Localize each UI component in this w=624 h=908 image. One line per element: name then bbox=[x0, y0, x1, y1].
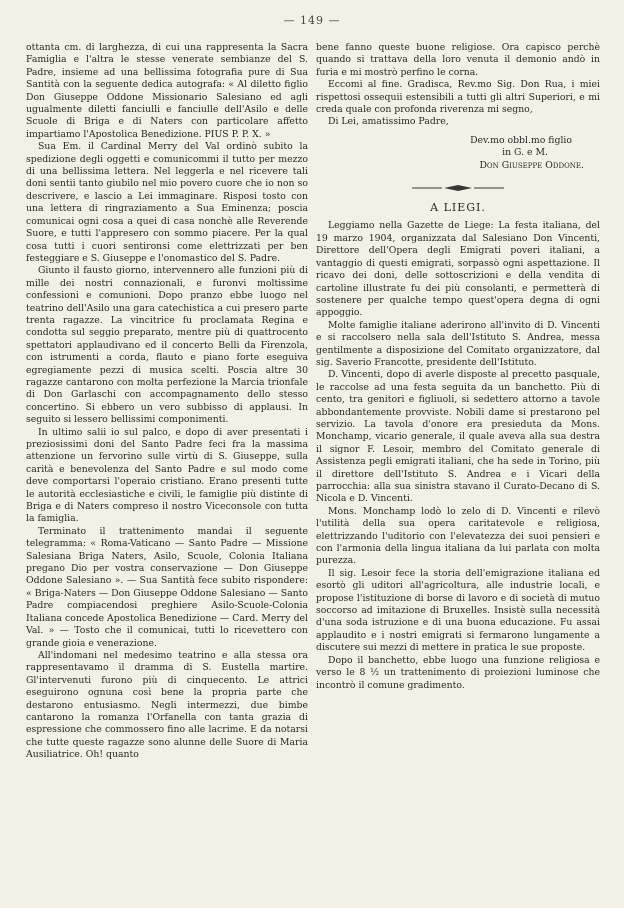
paragraph: Giunto il fausto giorno, intervennero alle funzioni più di mille dei nostri connazionali, e furonvi moltissime confessioni e comunioni. Dopo pranzo ebbe luogo nel teatrino dell'Asilo una gara catechistica a cui presero parte trenta ragazze. La vincitrice fu proclamata Regina e condotta sul seggio preparato, mentre più di quattrocento spettatori applaudivano ed il concerto Belli da Firenzola, con istrumenti a corda, flauto e piano forte eseguiva egregiamente pezzi di musica scelti. Poscia altre 30 ragazze cantarono con molta perfezione la Marcia trionfale di Don Garlaschi con accompagnamento dello stesso concertino. Si ebbero un vero subbisso di applausi. In seguito si lessero bellissimi componimenti. bbox=[26, 265, 308, 426]
paragraph: Sua Em. il Cardinal Merry del Val ordinò subito la spedizione degli oggetti e comunicommi il tutto per mezzo di una bellissima lettera. Nel leggerla e nel ricevere tali doni sentii tanto giubilo nel mio povero cuore che io non so descrivere, e lascio a Lei immaginare. Risposi tosto con una lettera di ringraziamento a Sua Eminenza; poscia comunicai ogni cosa a quei di casa nonchè alle Reverende Suore, e tutti l'appresero con sommo piacere. Per la qual cosa tutti i cuori sentironsi come elettrizzati per ben festeggiare e S. Giuseppe e l'onomastico del S. Padre. bbox=[26, 141, 308, 264]
paragraph: ottanta cm. di larghezza, di cui una rappresenta la Sacra Famiglia e l'altra le stesse venerate sembianze del S. Padre, insieme ad una bellissima fotografia pure di Sua Santità con la seguente dedica autografa: « Al diletto figlio Don Giuseppe Oddone Missionario Salesiano ed agli ugualmente diletti fanciulli e fanciulle dell'Asilo e delle Scuole di Briga e di Naters con particolare affetto impartiamo l'Apostolica Benedizione. PIUS P. P. X. » bbox=[26, 42, 308, 140]
ornament-divider bbox=[412, 184, 504, 192]
paragraph: All'indomani nel medesimo teatrino e alla stessa ora rappresentavamo il dramma di S. Eustella martire. Gl'intervenuti furono più di cinquecento. Le attrici eseguirono ognuna così bene la propria parte che destarono entusiasmo. Negli intermezzi, due bimbe cantarono la romanza l'Orfanella con tanta grazia di espressione che commossero fino alle lacrime. E da notarsi che tutte queste ragazze sono alunne delle Suore di Maria Ausiliatrice. Oh! quanto bbox=[26, 649, 308, 761]
paragraph: Di Lei, amatissimo Padre, bbox=[328, 116, 449, 128]
paragraph: Eccomi al fine. Gradisca, Rev.mo Sig. Don Rua, i miei rispettosi ossequii estensibili a tutti gli altri Superiori, e mi creda quale con profonda riverenza mi segno, bbox=[316, 79, 600, 116]
paragraph: Leggiamo nella Gazette de Liege: La festa italiana, del 19 marzo 1904, organizzata dal Salesiano Don Vincenti, Direttore dell'Opera degli Emigrati poveri italiani, a vantaggio di questi emigrati, sorpassò ogni aspettazione. Il ricavo dei doni, delle sottoscrizioni e della vendita di cartoline illustrate fu dei più consolanti, e permetterà di sostenere per qualche tempo quest'opera degna di ogni appoggio. bbox=[316, 220, 600, 319]
paragraph: In ultimo salii io sul palco, e dopo di aver presentati i preziosissimi doni del Santo Padre feci fra la massima attenzione un fervorino sulle virtù di S. Giuseppe, sulla carità e benevolenza del Santo Padre e sul modo come deve comportarsi l'operaio cristiano. Erano presenti tutte le autorità ecclesiastiche e civili, le famiglie più distinte di Briga e di Naters compreso il nostro Viceconsole con tutta la famiglia. bbox=[26, 426, 308, 525]
paragraph: bene fanno queste buone religiose. Ora capisco perchè quando si trattava della loro venuta il demonio andò in furia e mi mostrò perfino le corna. bbox=[316, 42, 600, 78]
page-number: — 149 — bbox=[283, 14, 341, 27]
signature-line: Dev.mo obbl.mo figlio bbox=[470, 134, 572, 146]
paragraph: Mons. Monchamp lodò lo zelo di D. Vincenti e rilevò l'utilità della sua opera caritatevole e religiosa, elettrizzando l'uditorio con l'elevatezza dei suoi pensieri e con l'armonia della lingua italiana da lui parlata con molta purezza. bbox=[316, 505, 600, 567]
paragraph: Molte famiglie italiane aderirono all'invito di D. Vincenti e si raccolsero nella sala dell'Istituto S. Andrea, messa gentilmente a disposizione del Comitato organizzatore, dal sig. Saverio Francotte, presidente dell'Istituto. bbox=[316, 319, 600, 368]
paragraph: Terminato il trattenimento mandai il seguente telegramma: « Roma-Vaticano — Santo Padre — Missione Salesiana Briga Naters, Asilo, Scuole, Colonia Italiana pregano Dio per vostra conservazione — Don Giuseppe Oddone Salesiano ». — Sua Santità fece subito rispondere: « Briga-Naters — Don Giuseppe Oddone Salesiano — Santo Padre compiacendosi preghiere Asilo-Scuole-Colonia Italiana concede Apostolica Benedizione — Card. Merry del Val. » — Tosto che il comunicai, tutti lo ricevettero con grande gioia e venerazione. bbox=[26, 525, 308, 649]
paragraph: Dopo il banchetto, ebbe luogo una funzione religiosa e verso le 8 ½ un trattenimento di proiezioni luminose che incontrò il comune gradimento. bbox=[316, 654, 600, 691]
paragraph: Il sig. Lesoir fece la storia dell'emigrazione italiana ed esortò gli uditori all'agricoltura, alle industrie locali, e propose l'istituzione di borse di lavoro e di società di mutuo soccorso ad imitazione di Bruxelles. Insistè sulla necessità d'una soda istruzione e di una buona educazione. Fu assai applaudito e i nostri emigrati si fermarono lungamente a discutere sui mezzi di mettere in pratica le sue proposte. bbox=[316, 567, 600, 654]
paragraph: D. Vincenti, dopo di averle disposte al precetto pasquale, le raccolse ad una festa seguita da un banchetto. Più di cento, tra genitori e figliuoli, si sedettero attorno a tavole abbondantemente provviste. Nobili dame si prestarono pel servizio. La tavola d'onore era presieduta da Mons. Monchamp, vicario generale, il quale aveva alla sua destra il signor F. Lesoir, membro del Comitato generale di Assistenza pegli emigrati italiani, che ha sede in Torino, più il direttore dell'Istituto S. Andrea e i Vicari della parrocchia: alla sua sinistra stavano il Curato-Decano di S. Nicola e D. Vincenti. bbox=[316, 369, 600, 505]
signature-block bbox=[316, 135, 600, 172]
left-column bbox=[26, 42, 308, 762]
signature-line: in G. e M. bbox=[502, 147, 548, 159]
signature-name: Don Giuseppe Oddone. bbox=[479, 159, 584, 171]
right-column bbox=[316, 42, 600, 692]
section-title: A LIEGI. bbox=[430, 201, 486, 215]
